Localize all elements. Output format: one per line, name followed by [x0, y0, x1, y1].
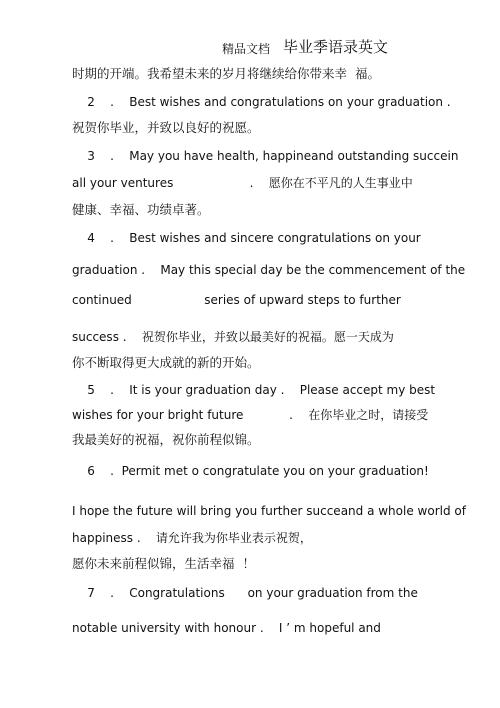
text-line: wishes for your bright future . 在你毕业之时，请接受 — [72, 408, 429, 422]
text-line: all your ventures . 愿你在不平凡的人生事业中 — [72, 176, 413, 190]
text-line: continued series of upward steps to further — [72, 293, 401, 307]
document-title: 毕业季语录英文 — [283, 38, 389, 56]
text-line: 愿你未来前程似锦，生活幸福 ！ — [72, 556, 255, 571]
text-line: graduation . May this special day be the commencement of the — [72, 263, 466, 277]
text-line: happiness . 请允许我为你毕业表示祝贺， — [72, 531, 312, 545]
page-header — [0, 37, 500, 61]
text-line: I hope the future will bring you further succeand a whole world of — [72, 504, 466, 518]
text-line: 时期的开端。我希望未来的岁月将继续给你带来幸 福。 — [72, 66, 380, 81]
text-line: 健康、幸福、功绩卓著。 — [72, 202, 210, 217]
text-line: 4 . Best wishes and sincere congratulations on your — [72, 231, 421, 245]
text-line: 7 . Congratulations on your graduation from the — [72, 586, 418, 600]
text-line: success . 祝贺你毕业，并致以最美好的祝福。愿一天成为 — [72, 330, 394, 344]
text-line: 你不断取得更大成就的新的开始。 — [72, 355, 260, 370]
text-line: 6 . Permit met o congratulate you on your graduation! — [72, 464, 429, 478]
text-line: 5 . It is your graduation day . Please accept my best — [72, 383, 436, 397]
text-line: 2 . Best wishes and congratulations on your graduation . — [72, 95, 451, 109]
text-line: 3 . May you have health, happineand outstanding succein — [72, 149, 459, 163]
text-line: notable university with honour . I ’ m hopeful and — [72, 621, 381, 635]
header-label: 精品文档 — [222, 42, 271, 56]
text-line: 祝贺你毕业，并致以良好的祝愿。 — [72, 120, 260, 135]
text-line: 我最美好的祝福，祝你前程似锦。 — [72, 432, 260, 447]
